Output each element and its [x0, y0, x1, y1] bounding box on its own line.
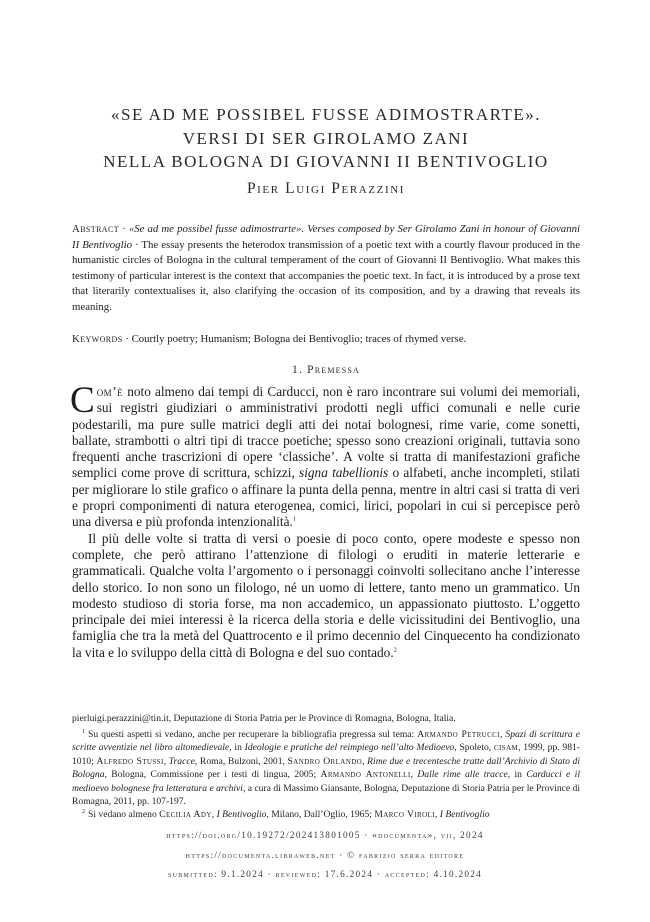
abstract: Abstract · «Se ad me possibel fusse adimostrarte». Verses composed by Ser Girolamo Zani in honour of Giovanni II Bentivoglio · The essay presents the heterodox transmission of a poetic text with a courtly flavour produced in the humanistic circles of Bologna in the cultural temperament of the court of Giovanni II Bentivoglio. What makes this testimony of particular interest is the context that accompanies the poetic text. In fact, it is introduced by a prose text that literarily contextualises it, also clarifying the occasion of its composition, and by a drawing that reveals its meaning.	[72, 223, 580, 313]
title-line-1: «SE AD ME POSSIBEL FUSSE ADIMOSTRARTE».	[111, 105, 541, 124]
title-line-3: NELLA BOLOGNA DI GIOVANNI II BENTIVOGLIO	[103, 152, 549, 171]
footnote-2: $^2$ Si vedano almeno Cecilia Ady, I Bentivoglio, Milano, Dall’Oglio, 1965; Marco Viroli, I Bentivoglio	[82, 809, 490, 821]
footnote-ref-1[interactable]: 1	[292, 515, 297, 523]
doi-line[interactable]: https://doi.org/10.19272/202413801005 · «documenta», vii, 2024	[166, 830, 484, 840]
body-text	[70, 380, 581, 661]
drop-cap: C	[70, 380, 95, 421]
abstract-label: Abstract	[72, 223, 120, 235]
footnote-ref-2[interactable]: 2	[393, 646, 397, 654]
author-affiliation: pierluigi.perazzini@tin.it, Deputazione di Storia Patria per le Province di Romagna, Bologna, Italia.	[72, 713, 456, 724]
keywords-label: Keywords	[72, 333, 123, 345]
publisher-line[interactable]: https://documenta.libraweb.net · © fabrizio serra editore	[185, 850, 465, 860]
article-title	[72, 103, 580, 174]
title-line-2: VERSI DI SER GIROLAMO ZANI	[182, 128, 470, 148]
author-name: Pier Luigi Perazzini	[246, 180, 406, 197]
paragraph-2: Il più delle volte si tratta di versi o poesie di poco conto, opere modeste e spesso non complete, che però attirano l’attenzione di filologi o eruditi in materie letterarie e grammaticali. Qualche volta l’argomento o i personaggi coinvolti sollecitano anche l’interesse dello storico. Io non sono un filologo, né un uomo di lettere, tanto meno un grammatico. Un modesto studioso di storia forse, ma non accademico, un appassionato piuttosto. L’oggetto principale dei miei interessi è la ricerca della storia e delle vicissitudini dei Bentivoglio, una famiglia che tra la metà del Quattrocento e il primo decennio del Cinquecento ha condizionato la vita e lo sviluppo della città di Bologna e del suo contado.$^2$	[72, 530, 580, 660]
footnotes	[72, 728, 580, 822]
footnote-1: $^1$ Su questi aspetti si vedano, anche per recuperare la bibliografia pregressa sul tema: Armando Petrucci, Spazi di scrittura e scritte avventizie nel libro altomedievale, in Ideologie e pratiche del reimpiego nell’alto Medioevo, Spoleto, cisam, 1999, pp. 981-1010; Alfredo Stussi, Tracce, Roma, Bulzoni, 2001, Sandro Orlando, Rime due e trecentesche tratte dall’Archivio di Stato di Bologna, Bologna, Commissione per i testi di lingua, 2005; Armando Antonelli, Dalle rime alle tracce, in Carducci e il medioevo bolognese fra letteratura e archivi, a cura di Massimo Giansante, Bologna, Deputazione di Storia Patria per le Province di Romagna, 2011, pp. 107-197.	[72, 728, 580, 808]
abstract-text: The essay presents the heterodox transmission of a poetic text with a courtly flavour produced in the humanistic circles of Bologna in the cultural temperament of the court of Giovanni II Bentivoglio. What makes this testimony of particular interest is the context that accompanies the poetic text. In fact, it is introduced by a prose text that literarily contextualises it, also clarifying the occasion of its composition, and by a drawing that reveals its meaning.	[72, 238, 580, 313]
keywords: Keywords · Courtly poetry; Humanism; Bologna dei Bentivoglio; traces of rhymed verse.	[72, 333, 467, 345]
paragraph-1: Com’è noto almeno dai tempi di Carducci, non è raro incontrare sui volumi dei memoriali, sui registri giudiziari o amministrativi prodotti negli uffici comunali e nelle curie podestarili, ma pure sulle matrici degli atti dei notai bolognesi, rime varie, come sonetti, ballate, strambotti o altri tipi di tracce poetiche; spesso sono creazioni originali, tuttavia sono frequenti anche trascrizioni di opere ‘classiche’. A volte si tratta di manifestazioni grafiche semplici come prove di scrittura, schizzi, signa tabellionis o alfabeti, anche incompleti, stilati per migliorare lo stile grafico o affinare la punta della penna, mentre in altri casi si tratta di veri e propri componimenti di natura eterogenea, comici, lirici, popolari in cui si percepisce però una diversa e più profonda intenzionalità.$^1$	[70, 380, 581, 530]
keywords-text: Courtly poetry; Humanism; Bologna dei Bentivoglio; traces of rhymed verse.	[131, 333, 467, 345]
abstract-translated-title: «Se ad me possibel fusse adimostrarte». Verses composed by Ser Girolamo Zani in honour of Giovanni II Bentivoglio	[72, 223, 580, 251]
section-heading: 1. Premessa	[292, 364, 360, 376]
submission-dates: submitted: 9.1.2024 · reviewed: 17.6.2024 · accepted: 4.10.2024	[167, 869, 483, 879]
